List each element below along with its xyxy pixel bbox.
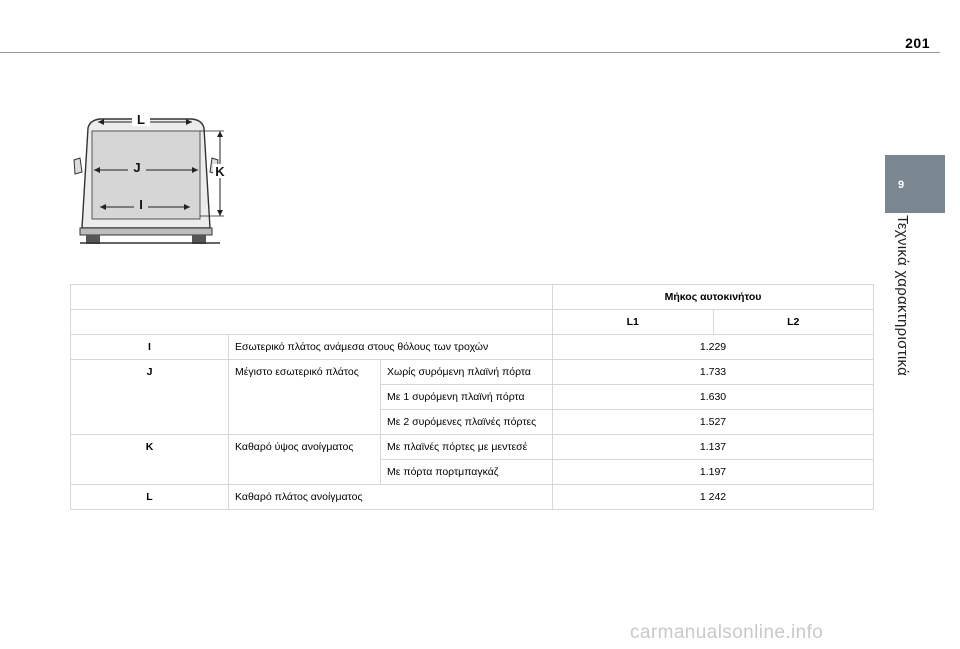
table-row [71,485,874,510]
chapter-title: Τεχνικά χαρακτηριστικά [894,215,911,377]
dimension-value: 1.733 [553,360,874,385]
table-row [71,435,874,460]
dimension-code: K [71,435,229,485]
table-row [71,360,874,385]
dimension-value: 1.137 [553,435,874,460]
dimension-description: Μέγιστο εσωτερικό πλάτος [229,360,381,435]
dimension-condition: Χωρίς συρόμενη πλαϊνή πόρτα [381,360,553,385]
dimension-label-k: K [215,164,225,179]
left-mirror [74,158,82,174]
table-subheader-row [71,310,874,335]
dimension-code: L [71,485,229,510]
dimension-value: 1.630 [553,385,874,410]
dimension-label-i: I [139,197,143,212]
dimension-value: 1.197 [553,460,874,485]
interior-dimensions-table [70,284,874,510]
page-number: 201 [905,35,930,51]
dimension-code: J [71,360,229,435]
header-divider [0,52,940,53]
table-header-row [71,285,874,310]
dimension-value: 1 242 [553,485,874,510]
dimension-description: Καθαρό πλάτος ανοίγματος [229,485,553,510]
dimension-condition: Με πλαϊνές πόρτες με μεντεσέ [381,435,553,460]
van-rear-dimensions-illustration [70,108,230,248]
table-row [71,335,874,360]
chapter-tab[interactable] [885,155,945,213]
dimension-description: Καθαρό ύψος ανοίγματος [229,435,381,485]
dimension-value: 1.527 [553,410,874,435]
dimension-label-l: L [137,112,145,127]
chapter-number: 9 [897,179,905,191]
dimension-code: I [71,335,229,360]
dimension-condition: Με 1 συρόμενη πλαϊνή πόρτα [381,385,553,410]
rear-bumper [80,228,212,235]
dimension-value: 1.229 [553,335,874,360]
dimension-label-j: J [133,160,141,175]
column-l1: L1 [553,310,714,335]
dimension-condition: Με 2 συρόμενες πλαϊνές πόρτες [381,410,553,435]
vehicle-length-header: Μήκος αυτοκινήτου [553,285,874,310]
watermark: carmanualsonline.info [630,622,824,643]
column-l2: L2 [713,310,874,335]
dimension-condition: Με πόρτα πορτμπαγκάζ [381,460,553,485]
dimension-description: Εσωτερικό πλάτος ανάμεσα στους θόλους των τροχών [229,335,553,360]
